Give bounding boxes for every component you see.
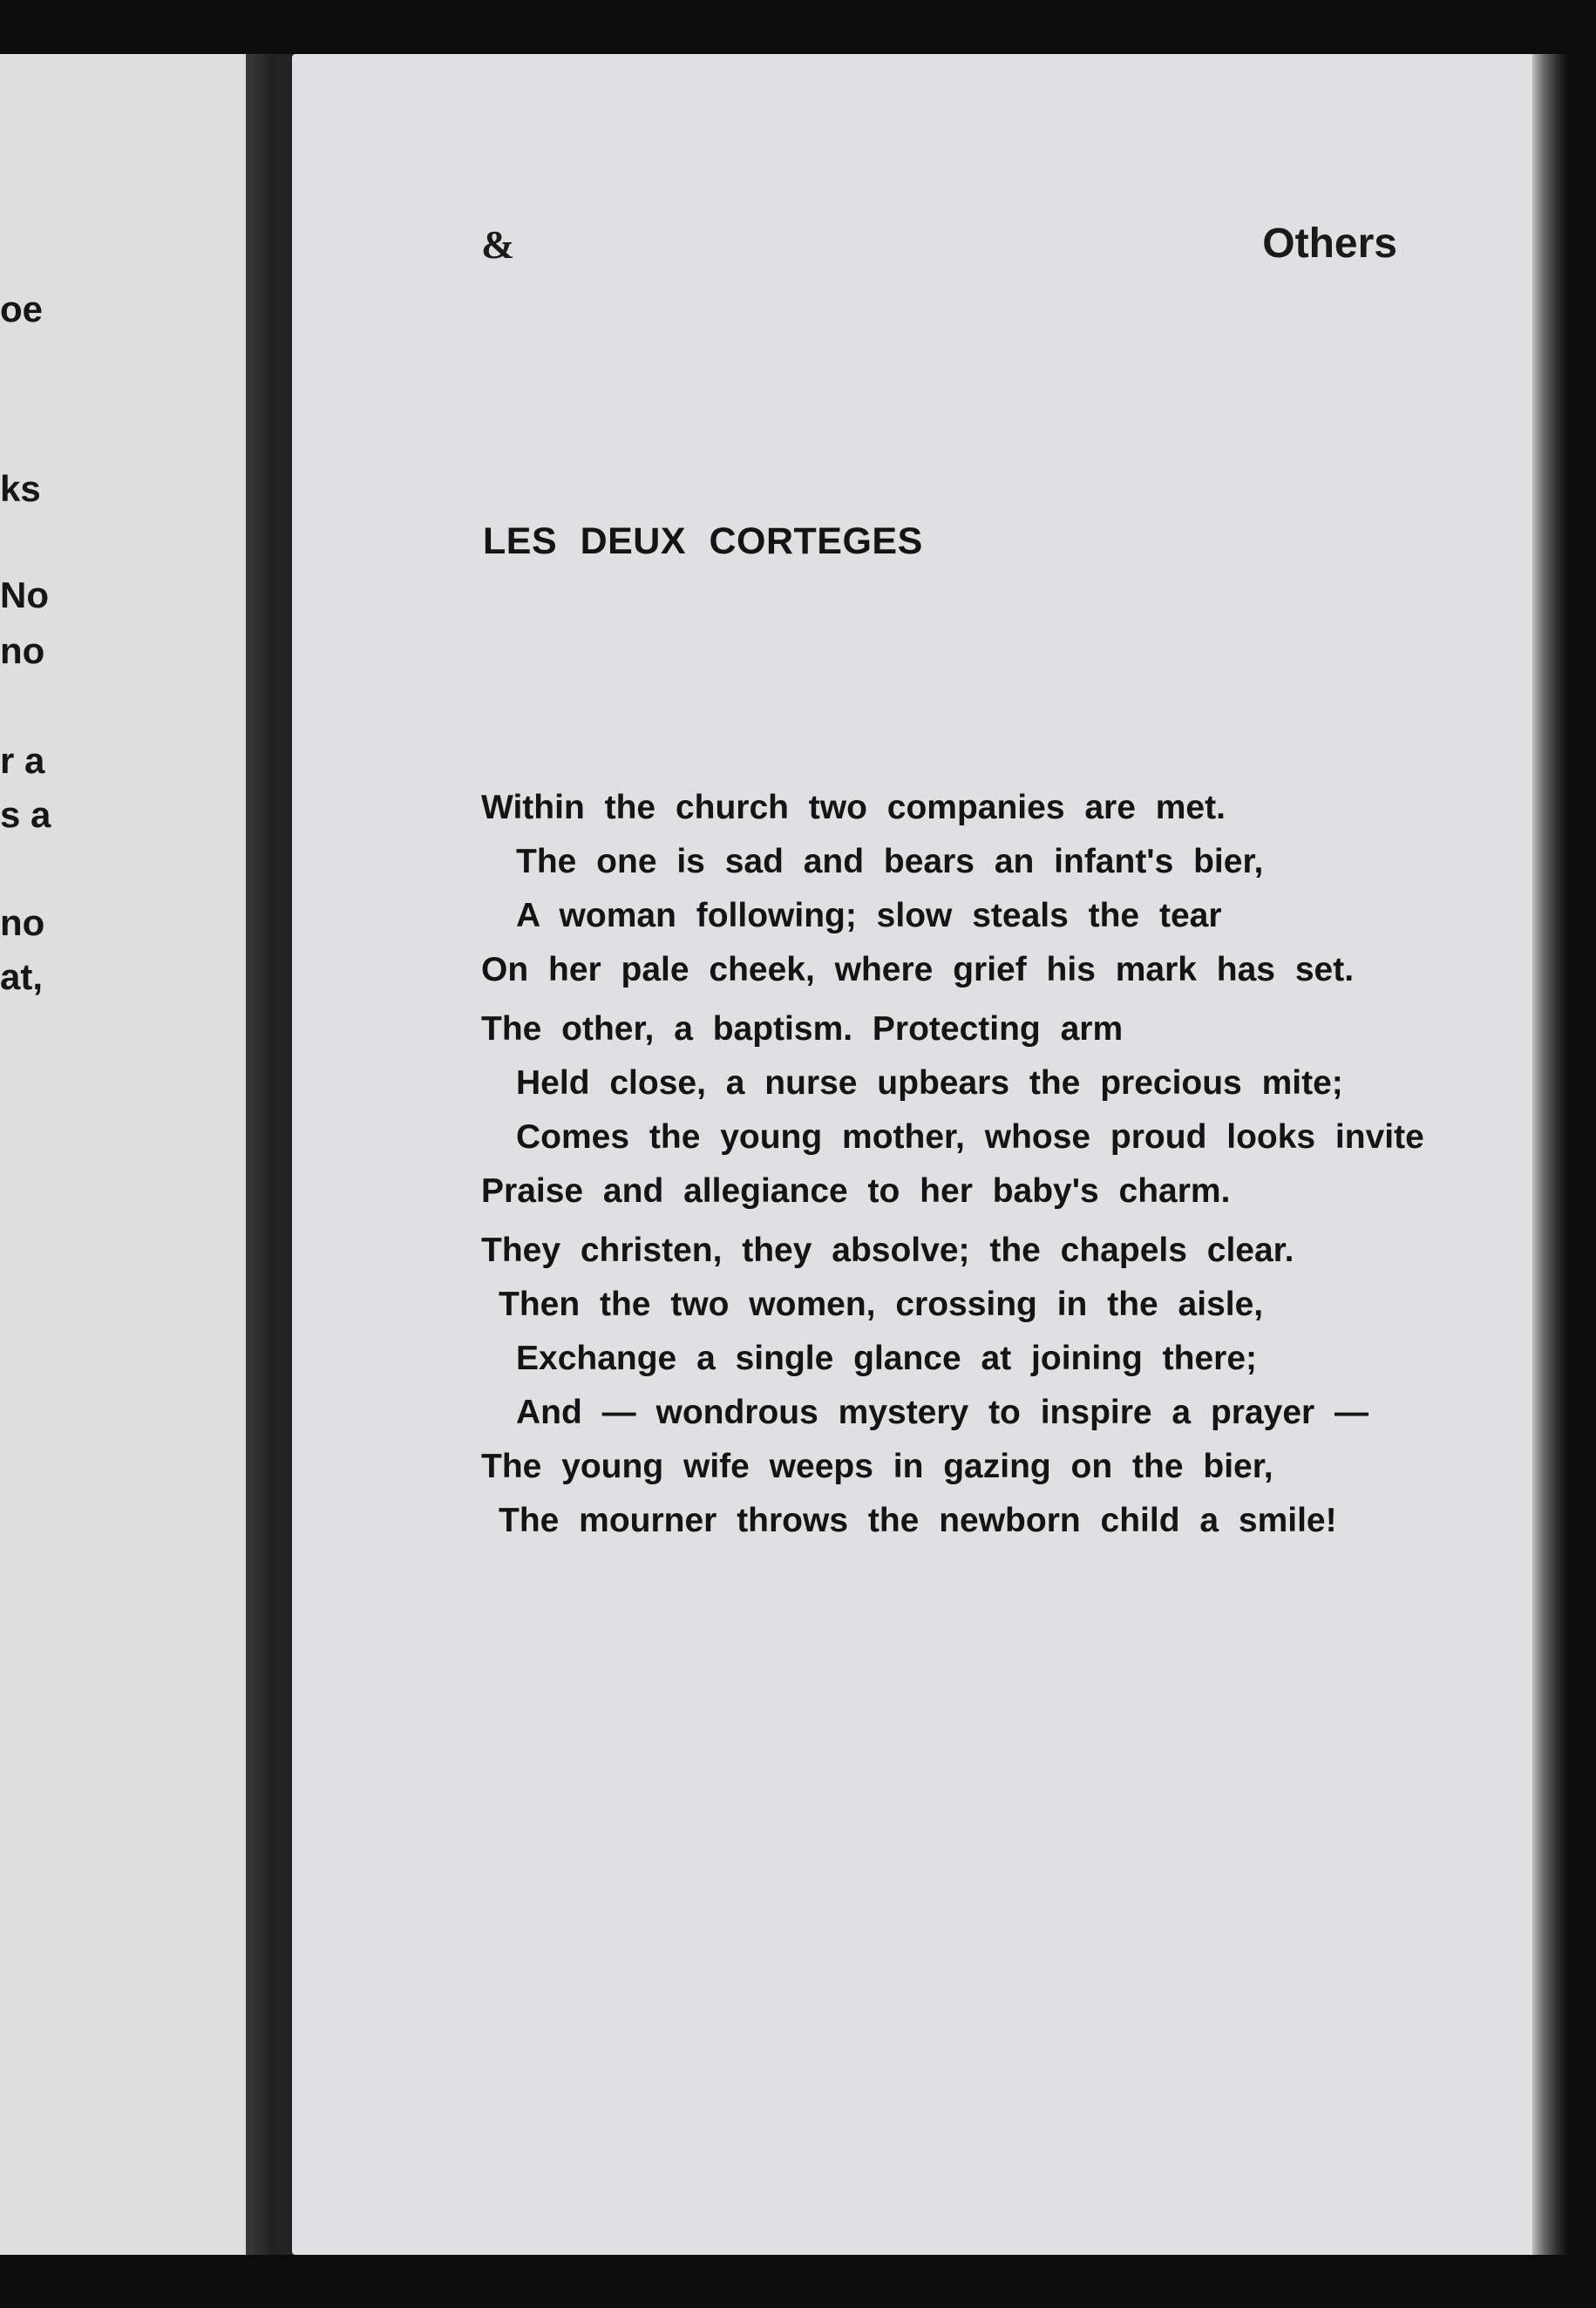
left-page-fragment: oe — [0, 288, 44, 329]
verse-line: And — wondrous mystery to inspire a prayer — — [516, 1394, 1369, 1431]
stanza — [481, 781, 1492, 997]
verse-line: Comes the young mother, whose proud looks invite — [516, 1118, 1424, 1156]
stanza — [481, 1224, 1492, 1548]
verse-line: Exchange a single glance at joining there; — [516, 1340, 1258, 1377]
page-edge — [1532, 54, 1567, 2255]
verse-line: Then the two women, crossing in the aisle, — [499, 1286, 1264, 1323]
verse-line: The young wife weeps in gazing on the bier, — [481, 1448, 1273, 1485]
verse-line: On her pale cheek, where grief his mark has set. — [481, 951, 1355, 988]
left-page — [0, 54, 253, 2255]
left-page-fragment: No — [0, 574, 49, 615]
verse-line: They christen, they absolve; the chapels clear. — [481, 1232, 1294, 1269]
left-page-fragment: no — [0, 630, 45, 671]
verse-line: Within the church two companies are met. — [481, 789, 1226, 826]
verse-line: Praise and allegiance to her baby's charm. — [481, 1172, 1231, 1210]
left-page-fragment: at, — [0, 956, 44, 997]
left-page-fragment: s a — [0, 794, 51, 835]
running-header-ampersand: & — [481, 222, 515, 267]
verse-line: The other, a baptism. Protecting arm — [481, 1010, 1124, 1048]
running-header-title: Others — [1262, 221, 1397, 267]
stanza — [481, 1002, 1492, 1218]
left-page-fragment: no — [0, 902, 45, 943]
verse-line: Held close, a nurse upbears the precious mite; — [516, 1064, 1343, 1102]
left-page-fragment: r a — [0, 740, 45, 781]
poem-body — [481, 781, 1492, 1548]
verse-line: The one is sad and bears an infant's bier, — [516, 843, 1264, 880]
left-page-fragment: ks — [0, 468, 41, 509]
verse-line: A woman following; slow steals the tear — [516, 897, 1222, 934]
verse-line: The mourner throws the newborn child a smile! — [499, 1502, 1337, 1539]
poem-title: LES DEUX CORTEGES — [483, 520, 923, 562]
